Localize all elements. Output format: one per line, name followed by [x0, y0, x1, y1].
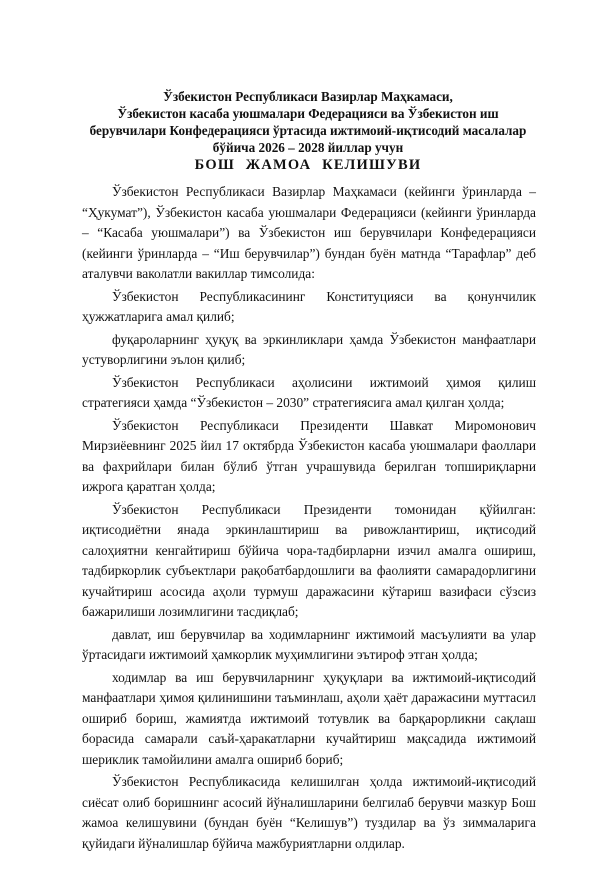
body-paragraph: Ўзбекистон Республикасининг Конституцияси ва қонунчилик ҳужжатларига амал қилиб; — [82, 288, 536, 324]
body-paragraph: Ўзбекистон Республикаси аҳолисини ижтимоий ҳимоя қилиш стратегияси ҳамда “Ўзбекистон – 2030” стратегиясига амал қилган ҳолда; — [82, 374, 536, 410]
header-line: Ўзбекистон Республикаси Вазирлар Маҳкамаси, — [163, 89, 453, 104]
body-paragraph: Ўзбекистон Республикаси Президенти томонидан қўйилган: иқтисодиётни янада эркинлаштириш ва ривожлантириш, иқтисодий салоҳиятни кенгайтириш бўйича чора-тадбирларни изчил амалга ошириш, тадбиркорлик субъектлари рақобатбардошлиги ва фаолияти самарадорлигини кучайтириш асосида аҳоли турмуш даражасини кўтариш вазифаси сўзсиз бажарилиши лозимлигини тасдиқлаб; — [82, 501, 536, 619]
document-title: БОШ ЖАМОА КЕЛИШУВИ — [194, 157, 422, 173]
header-line: берувчилари Конфедерацияси ўртасида ижтимоий-иқтисодий масалалар — [89, 123, 527, 138]
body-paragraph: давлат, иш берувчилар ва ходимларнинг ижтимоий масъулияти ва улар ўртасидаги ижтимоий ҳамкорлик муҳимлигини эътироф этган ҳолда; — [82, 626, 536, 662]
body-paragraph: ходимлар ва иш берувчиларнинг ҳуқуқлари ва ижтимоий-иқтисодий манфаатлари ҳимоя қилинишини таъминлаш, аҳоли ҳаёт даражасини муттасил ошириб бориш, жамиятда ижтимоий тотувлик ва барқарорликни сақлаш борасида самарали саъй-ҳаракатларни кучайтириш мақсадида ижтимоий шериклик тамойилини амалга ошириб бориб; — [82, 669, 536, 767]
body-paragraph: фуқароларнинг ҳуқуқ ва эркинликлари ҳамда Ўзбекистон манфаатлари устуворлигини эълон қилиб; — [82, 331, 536, 367]
header-line: бўйича 2026 – 2028 йиллар учун — [212, 140, 404, 155]
document-body — [82, 182, 536, 856]
body-paragraph: Ўзбекистон Республикаси Президенти Шавкат Миромонович Мирзиёевнинг 2025 йил 17 октябрда Ўзбекистон касаба уюшмалари фаоллари ва фахрийлари билан бўлиб ўтган учрашувида берилган топшириқларни ижрога қаратган ҳолда; — [82, 417, 536, 494]
header-line: Ўзбекистон касаба уюшмалари Федерацияси ва Ўзбекистон иш — [117, 106, 499, 121]
document-header — [60, 88, 556, 156]
body-paragraph: Ўзбекистон Республикасида келишилган ҳолда ижтимоий-иқтисодий сиёсат олиб боришнинг асосий йўналишларини белгилаб берувчи мазкур Бош жамоа келишувини (бундан буён “Келишув”) туздилар ва ўз зиммаларига қуйидаги йўналишлар бўйича мажбуриятларни олдилар. — [82, 774, 536, 851]
body-paragraph: Ўзбекистон Республикаси Вазирлар Маҳкамаси (кейинги ўринларда – “Ҳукумат”), Ўзбекистон касаба уюшмалари Федерацияси (кейинги ўринларда – “Касаба уюшмалари”) ва Ўзбекистон иш берувчилари Конфедерацияси (кейинги ўринларда – “Иш берувчилар”) бундан буён матнда “Тарафлар” деб аталувчи ваколатли вакиллар тимсолида: — [82, 184, 536, 281]
